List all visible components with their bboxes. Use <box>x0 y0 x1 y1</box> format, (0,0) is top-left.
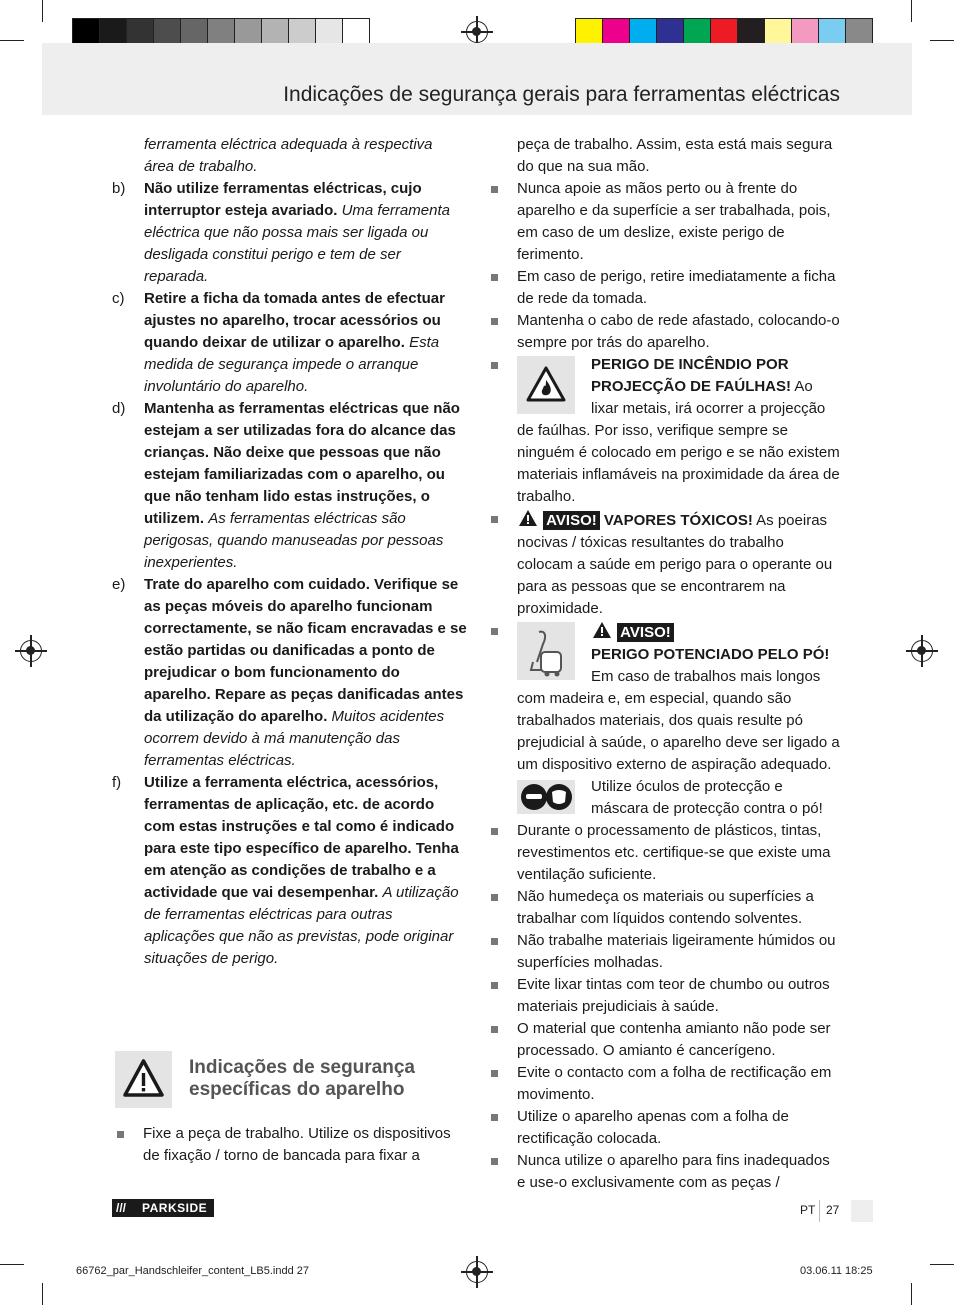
crop-mark <box>930 1264 954 1265</box>
color-swatch <box>845 18 873 46</box>
fire-warning: PERIGO DE INCÊNDIO POR PROJECÇÃO DE FAÚLHAS! Ao lixar metais, irá ocorrer a projecção de faúlhas. Por isso, verifique sempre se ninguém é colocado em perigo e se não existem materiais inflamáveis na proximidade da área de trabalho. <box>486 354 841 508</box>
list-item: Não humedeça os materiais ou superfícies a trabalhar com líquidos contendo solventes. <box>486 886 841 930</box>
list-item: Nunca apoie as mãos perto ou à frente do aparelho e da superfície a ser trabalhada, pois, em caso de um deslize, existe perigo de ferimento. <box>486 178 841 266</box>
fire-hazard-icon <box>517 356 575 414</box>
toxic-warning: AVISO! VAPORES TÓXICOS! As poeiras nocivas / tóxicas resultantes do trabalho colocam a saúde em perigo para o operante ou para as pessoas que se encontrarem na proximidade. <box>486 508 841 620</box>
divider <box>819 1200 820 1222</box>
list-item-f: f) Utilize a ferramenta eléctrica, acessórios, ferramentas de aplicação, etc. de acordo com estas instruções e tal como é indicado para este tipo específico de aparelho. Tenha em atenção as condições de trabalho e a actividade que vai desempenhar. A utilização de ferramentas eléctricas para outras aplicações que não as previstas, pode originar situações de perigo. <box>112 774 459 967</box>
warning-icon <box>591 620 613 640</box>
parkside-logo: /// PARKSIDE <box>112 1199 214 1217</box>
left-bottom-bullets <box>112 1123 467 1167</box>
section-heading <box>115 1049 475 1109</box>
color-swatch <box>207 18 235 46</box>
list-item: O material que contenha amianto não pode ser processado. O amianto é cancerígeno. <box>486 1018 841 1062</box>
list-item: Em caso de perigo, retire imediatamente a ficha de rede da tomada. <box>486 266 841 310</box>
registration-mark-icon <box>466 21 488 43</box>
color-swatch <box>234 18 262 46</box>
registration-mark-icon <box>20 640 42 662</box>
crop-mark <box>42 1283 43 1305</box>
list-item-e: e) Trate do aparelho com cuidado. Verifique se as peças móveis do aparelho funcionam correctamente, se não ficam encravadas e se estão partidas ou danificadas a ponto de prejudicar o bom funcionamento do aparelho. Repare as peças danificadas antes da utilização do aparelho. Muitos acidentes ocorrem devido à má manutenção das ferramentas eléctricas. <box>112 576 467 769</box>
intro-text: ferramenta eléctrica adequada à respectiva área de trabalho. <box>144 136 433 175</box>
color-swatch <box>342 18 370 46</box>
list-item-c: c) Retire a ficha da tomada antes de efectuar ajustes no aparelho, trocar acessórios ou quando deixar de utilizar o aparelho. Esta medida de segurança impede o arranque involuntário do aparelho. <box>112 290 445 395</box>
color-swatch <box>99 18 127 46</box>
crop-mark <box>911 0 912 22</box>
intro-text: peça de trabalho. Assim, esta está mais segura do que na sua mão. <box>517 136 833 175</box>
color-swatch <box>710 18 738 46</box>
vacuum-cleaner-icon <box>517 622 575 680</box>
color-swatch <box>818 18 846 46</box>
list-item-b: b) Não utilize ferramentas eléctricas, cujo interruptor esteja avariado. Uma ferramenta eléctrica que não possa mais ser ligada ou desligada constitui perigo e tem de ser reparada. <box>112 180 450 285</box>
color-bar <box>575 18 872 46</box>
list-item: Não trabalhe materiais ligeiramente húmidos ou superfícies molhadas. <box>486 930 841 974</box>
list-item: Evite o contacto com a folha de rectificação em movimento. <box>486 1062 841 1106</box>
warning-icon <box>517 508 539 528</box>
crop-mark <box>42 0 43 22</box>
warning-icon <box>115 1051 172 1108</box>
color-swatch <box>737 18 765 46</box>
print-date: 03.06.11 18:25 <box>800 1265 873 1277</box>
color-swatch <box>153 18 181 46</box>
list-item: Mantenha o cabo de rede afastado, colocando-o sempre por trás do aparelho. <box>486 310 841 354</box>
list-item: Nunca utilize o aparelho para fins inadequados e use-o exclusivamente com as peças / <box>486 1150 841 1194</box>
grayscale-bar <box>72 18 369 46</box>
color-swatch <box>656 18 684 46</box>
right-column <box>486 134 841 1194</box>
dust-warning: AVISO! PERIGO POTENCIADO PELO PÓ! Em caso de trabalhos mais longos com madeira e, em especial, quando são trabalhados materiais, dos quais resulte pó prejudicial à saúde, o aparelho deve ser ligado a um dispositivo externo de aspiração adequado. <box>486 620 841 776</box>
page-title: Indicações de segurança gerais para ferramentas eléctricas <box>283 83 840 106</box>
list-item-d: d) Mantenha as ferramentas eléctricas que não estejam a ser utilizadas fora do alcance das crianças. Não deixe que pessoas que não estejam familiarizadas com o aparelho, ou que não tenham lido estas instruções, o utilizem. As ferramentas eléctricas são perigosas, quando manuseadas por pessoas inexperientes. <box>112 400 460 571</box>
list-item: Utilize o aparelho apenas com a folha de rectificação colocada. <box>486 1106 841 1150</box>
aviso-badge: AVISO! <box>617 623 674 642</box>
color-swatch <box>261 18 289 46</box>
crop-mark <box>930 40 954 41</box>
protection-note: Utilize óculos de protecção e máscara de protecção contra o pó! <box>486 776 841 820</box>
crop-mark <box>911 1283 912 1305</box>
color-swatch <box>602 18 630 46</box>
language-code: PT <box>800 1203 816 1217</box>
page-header <box>42 43 912 115</box>
registration-mark-icon <box>911 640 933 662</box>
color-swatch <box>315 18 343 46</box>
color-swatch <box>180 18 208 46</box>
goggles-and-mask-icon <box>517 780 575 814</box>
color-swatch <box>575 18 603 46</box>
color-swatch <box>764 18 792 46</box>
color-swatch <box>72 18 100 46</box>
file-slug: 66762_par_Handschleifer_content_LB5.indd 27 <box>76 1265 310 1277</box>
list-item: Evite lixar tintas com teor de chumbo ou outros materiais prejudiciais à saúde. <box>486 974 841 1018</box>
page-number: 27 <box>826 1203 840 1217</box>
crop-mark <box>0 40 24 41</box>
registration-mark-icon <box>466 1261 488 1283</box>
color-swatch <box>683 18 711 46</box>
list-item: Durante o processamento de plásticos, tintas, revestimentos etc. certifique-se que existe uma ventilação suficiente. <box>486 820 841 886</box>
color-swatch <box>629 18 657 46</box>
color-swatch <box>126 18 154 46</box>
section-title: Indicações de segurança específicas do aparelho <box>189 1057 415 1100</box>
left-column <box>112 134 467 970</box>
page-tab <box>851 1200 873 1222</box>
crop-mark <box>0 1264 24 1265</box>
color-swatch <box>791 18 819 46</box>
color-swatch <box>288 18 316 46</box>
aviso-badge: AVISO! <box>543 511 600 530</box>
list-item: Fixe a peça de trabalho. Utilize os dispositivos de fixação / torno de bancada para fixar a <box>112 1123 467 1167</box>
